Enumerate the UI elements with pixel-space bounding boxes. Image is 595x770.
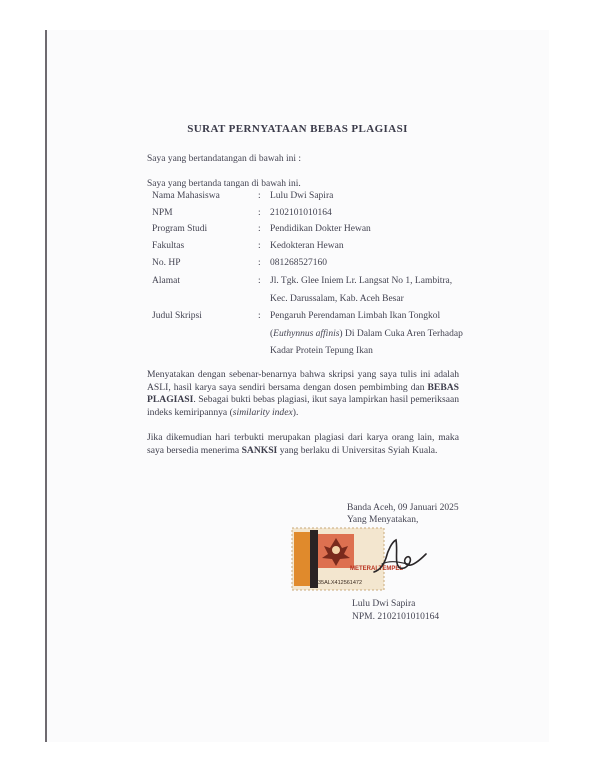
statement-text: ). [292, 406, 299, 418]
field-colon: : [258, 224, 261, 234]
statement-paragraph-1 [147, 369, 459, 419]
field-value: 081268527160 [270, 258, 327, 268]
signature-closing: Yang Menyatakan, [347, 515, 419, 525]
field-colon: : [258, 241, 261, 251]
intro-line-2: Saya yang bertanda tangan di bawah ini. [147, 179, 301, 189]
field-colon: : [258, 258, 261, 268]
statement-bold: SANKSI [241, 444, 278, 456]
field-colon: : [258, 311, 261, 321]
intro-line-1: Saya yang bertandatangan di bawah ini : [147, 154, 302, 164]
statement-text: yang berlaku di Universitas Syiah Kuala. [277, 444, 438, 456]
document-title: SURAT PERNYATAAN BEBAS PLAGIASI [187, 123, 408, 135]
stamp-label: METERAI TEMPEL [350, 566, 404, 572]
field-label: Judul Skripsi [152, 311, 202, 321]
statement-text: Menyatakan dengan sebenar-benarnya bahwa skripsi yang saya tulis ini adalah ASLI, hasil karya saya sendiri bersama dengan dosen pembimbing dan [147, 369, 459, 393]
signer-npm: NPM. 2102101010164 [352, 612, 440, 622]
page-edge [45, 30, 47, 742]
field-value: Pendidikan Dokter Hewan [270, 224, 371, 234]
thesis-title-rest: ) Di Dalam Cuka Aren Terhadap [339, 329, 463, 339]
statement-italic: similarity index [232, 406, 293, 418]
field-value: 2102101010164 [270, 208, 332, 218]
species-name: Euthynnus affinis [273, 329, 340, 339]
field-colon: : [258, 191, 261, 201]
field-value: Lulu Dwi Sapira [270, 191, 334, 201]
field-label: Nama Mahasiswa [152, 191, 220, 201]
statement-text: . Sebagai bukti bebas plagiasi, ikut saya lampirkan hasil pemeriksaan indeks kemiripannya ( [147, 394, 460, 418]
address-continuation: Kec. Darussalam, Kab. Aceh Besar [270, 294, 404, 304]
field-value: Kedokteran Hewan [270, 241, 344, 251]
stamp-serial: 35ALX412561472 [318, 580, 363, 586]
signature-place-date: Banda Aceh, 09 Januari 2025 [347, 503, 459, 513]
statement-bold: BEBAS PLAGIASI [147, 381, 459, 405]
field-label: NPM [152, 208, 173, 218]
field-value: Pengaruh Perendaman Limbah Ikan Tongkol [270, 311, 441, 321]
thesis-title-continuation-2: Kadar Protein Tepung Ikan [270, 346, 373, 356]
statement-paragraph-2 [147, 432, 459, 457]
signer-name: Lulu Dwi Sapira [352, 599, 416, 609]
field-label: Program Studi [152, 224, 208, 234]
field-colon: : [258, 276, 261, 286]
handwritten-signature [370, 534, 430, 578]
statement-text: Jika dikemudian hari terbukti merupakan plagiasi dari karya orang lain, maka saya bersedia menerima [147, 432, 459, 456]
field-label: No. HP [152, 258, 181, 268]
field-label: Alamat [152, 276, 180, 286]
field-label: Fakultas [152, 241, 185, 251]
field-colon: : [258, 208, 261, 218]
thesis-title-continuation: (Euthynnus affinis) Di Dalam Cuka Aren Terhadap [270, 329, 463, 339]
field-value: Jl. Tgk. Glee Iniem Lr. Langsat No 1, Lambitra, [270, 276, 453, 286]
